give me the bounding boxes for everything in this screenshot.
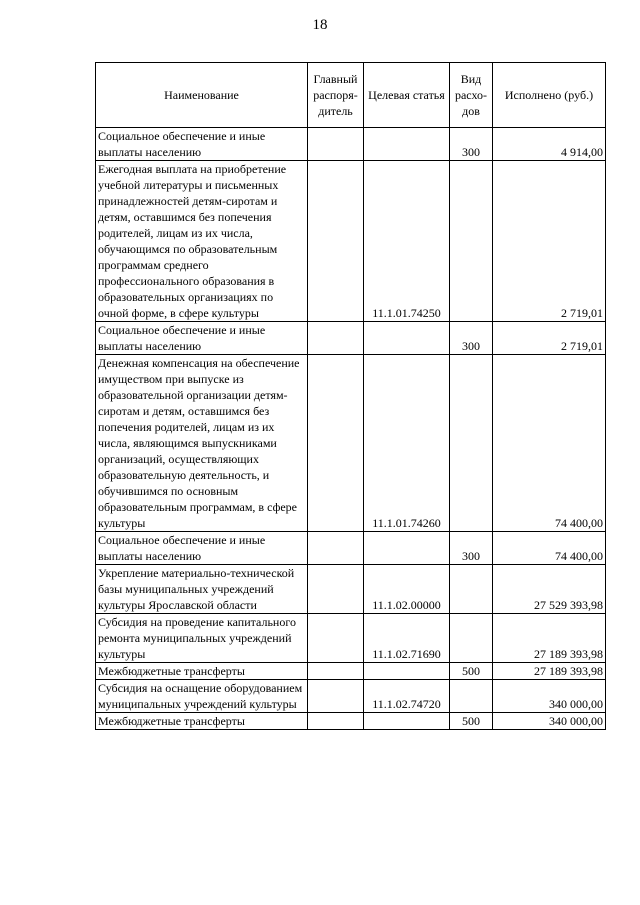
row-kind: 500 bbox=[450, 663, 493, 680]
row-grbs bbox=[308, 614, 364, 663]
table-row bbox=[96, 128, 606, 161]
row-amount: 340 000,00 bbox=[493, 680, 606, 713]
row-target bbox=[364, 322, 450, 355]
row-amount: 74 400,00 bbox=[493, 355, 606, 532]
row-target: 11.1.02.00000 bbox=[364, 565, 450, 614]
row-amount: 27 189 393,98 bbox=[493, 614, 606, 663]
table-row bbox=[96, 614, 606, 663]
budget-execution-table bbox=[95, 62, 606, 730]
row-grbs bbox=[308, 713, 364, 730]
row-name: Социальное обеспечение и иные выплаты населению bbox=[96, 532, 308, 565]
header-name: Наименование bbox=[96, 63, 308, 128]
row-target bbox=[364, 713, 450, 730]
table-row bbox=[96, 532, 606, 565]
row-kind: 300 bbox=[450, 532, 493, 565]
row-kind bbox=[450, 614, 493, 663]
table-row bbox=[96, 565, 606, 614]
row-kind: 300 bbox=[450, 128, 493, 161]
row-grbs bbox=[308, 663, 364, 680]
row-grbs bbox=[308, 128, 364, 161]
row-name: Субсидия на оснащение оборудованием муниципальных учреждений культуры bbox=[96, 680, 308, 713]
row-name: Укрепление материально-технической базы муниципальных учреждений культуры Ярославской области bbox=[96, 565, 308, 614]
row-grbs bbox=[308, 355, 364, 532]
row-amount: 4 914,00 bbox=[493, 128, 606, 161]
header-grbs: Главный распоря-дитель bbox=[308, 63, 364, 128]
row-amount: 27 189 393,98 bbox=[493, 663, 606, 680]
row-amount: 2 719,01 bbox=[493, 322, 606, 355]
row-name: Социальное обеспечение и иные выплаты населению bbox=[96, 322, 308, 355]
table-header-row bbox=[96, 63, 606, 128]
row-amount: 2 719,01 bbox=[493, 161, 606, 322]
table-row bbox=[96, 322, 606, 355]
table-row bbox=[96, 713, 606, 730]
table-row bbox=[96, 161, 606, 322]
row-kind bbox=[450, 680, 493, 713]
row-name: Межбюджетные трансферты bbox=[96, 713, 308, 730]
row-target bbox=[364, 532, 450, 565]
header-kind: Вид расхо-дов bbox=[450, 63, 493, 128]
row-target bbox=[364, 663, 450, 680]
row-amount: 340 000,00 bbox=[493, 713, 606, 730]
row-name: Межбюджетные трансферты bbox=[96, 663, 308, 680]
page-number: 18 bbox=[312, 17, 328, 33]
row-kind bbox=[450, 355, 493, 532]
table-row bbox=[96, 355, 606, 532]
row-kind bbox=[450, 565, 493, 614]
row-target: 11.1.02.71690 bbox=[364, 614, 450, 663]
row-kind: 500 bbox=[450, 713, 493, 730]
row-grbs bbox=[308, 680, 364, 713]
row-target: 11.1.01.74260 bbox=[364, 355, 450, 532]
row-name: Социальное обеспечение и иные выплаты населению bbox=[96, 128, 308, 161]
row-name: Субсидия на проведение капитального ремонта муниципальных учреждений культуры bbox=[96, 614, 308, 663]
row-target bbox=[364, 128, 450, 161]
row-target: 11.1.01.74250 bbox=[364, 161, 450, 322]
row-grbs bbox=[308, 532, 364, 565]
row-name: Денежная компенсация на обеспечение имуществом при выпуске из образовательной организации детям-сиротам и детям, оставшимся без попечения родителей, лицам из их числа, являющимся выпускниками организаций, осуществляющих образовательную деятельность, и обучившимся по основным образовательным программам, в сфере культуры bbox=[96, 355, 308, 532]
row-name: Ежегодная выплата на приобретение учебной литературы и письменных принадлежностей детям-сиротам и детям, оставшимся без попечения родителей, лицам из их числа, обучающимся по образовательным программам среднего профессионального образования в образовательных организациях по очной форме, в сфере культуры bbox=[96, 161, 308, 322]
row-grbs bbox=[308, 322, 364, 355]
row-amount: 27 529 393,98 bbox=[493, 565, 606, 614]
row-grbs bbox=[308, 161, 364, 322]
row-amount: 74 400,00 bbox=[493, 532, 606, 565]
row-kind bbox=[450, 161, 493, 322]
row-target: 11.1.02.74720 bbox=[364, 680, 450, 713]
table-row bbox=[96, 663, 606, 680]
row-grbs bbox=[308, 565, 364, 614]
header-amount: Исполнено (руб.) bbox=[493, 63, 606, 128]
header-target: Целевая статья bbox=[364, 63, 450, 128]
table-row bbox=[96, 680, 606, 713]
row-kind: 300 bbox=[450, 322, 493, 355]
